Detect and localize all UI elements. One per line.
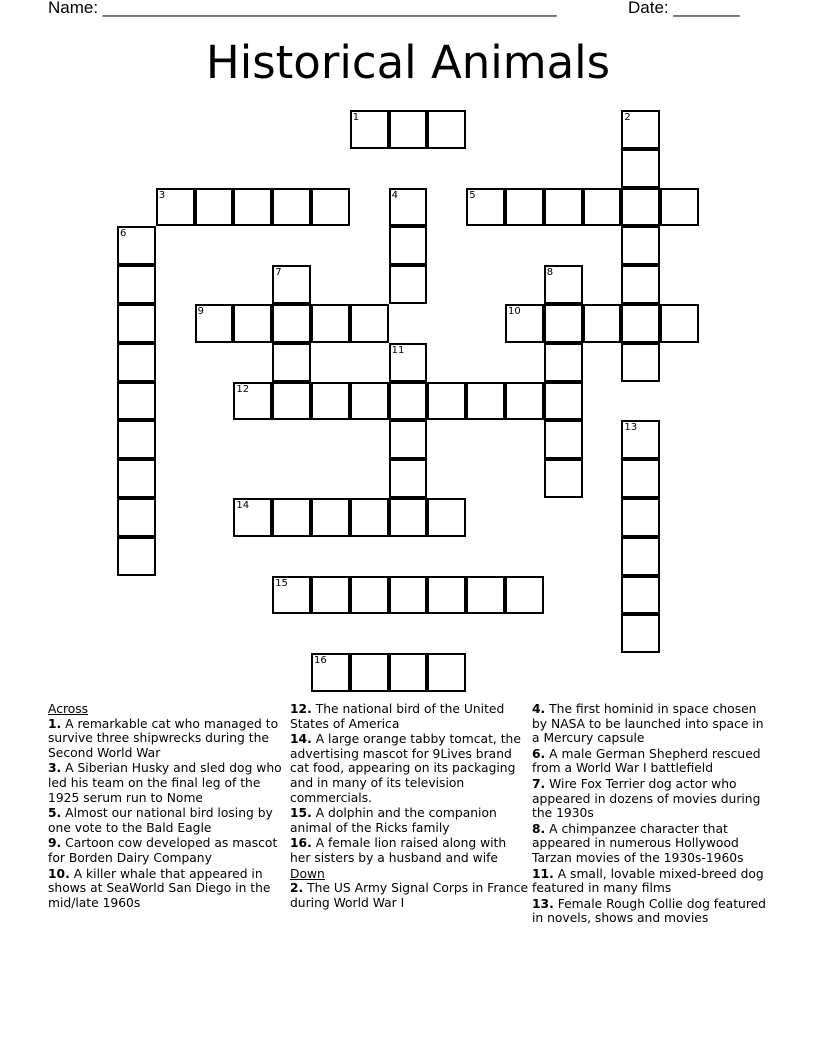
grid-cell[interactable] (117, 420, 156, 459)
grid-cell[interactable] (389, 498, 428, 537)
clues-column-1 (48, 702, 288, 911)
cell-number: 14 (236, 500, 250, 511)
cell-number: 8 (546, 267, 554, 279)
clue-number: 8. (532, 821, 546, 836)
cell-number: 2 (624, 112, 631, 123)
cell-number: 13 (624, 422, 638, 434)
clue (48, 867, 288, 911)
clue-number: 1. (48, 716, 62, 731)
clue (532, 702, 772, 746)
clue-number: 4. (532, 702, 546, 716)
grid-cell[interactable] (233, 188, 272, 227)
grid-cell[interactable] (350, 382, 389, 421)
cell-number: 1 (352, 112, 360, 123)
grid-cell[interactable] (350, 576, 389, 615)
grid-cell[interactable] (427, 576, 466, 615)
clues-column-3 (532, 702, 772, 927)
clue (532, 867, 772, 896)
clue (48, 836, 288, 865)
grid-cell[interactable] (272, 382, 311, 421)
grid-cell[interactable] (621, 265, 660, 304)
cell-number: 9 (197, 306, 204, 317)
grid-cell[interactable] (621, 110, 660, 149)
grid-cell[interactable] (389, 265, 428, 304)
clue (532, 747, 772, 776)
grid-cell[interactable] (311, 498, 350, 537)
cell-number: 7 (275, 267, 282, 279)
grid-cell[interactable] (621, 614, 660, 653)
clue-text: A remarkable cat who managed to survive three shipwrecks during the Second World War (48, 716, 279, 760)
clue-text: Female Rough Collie dog featured in novels, shows and movies (532, 896, 766, 926)
grid-cell[interactable] (621, 420, 660, 459)
grid-cell[interactable] (117, 226, 156, 265)
grid-cell[interactable] (621, 343, 660, 382)
grid-cell[interactable] (350, 653, 389, 692)
grid-cell[interactable] (621, 576, 660, 615)
cell-number: 10 (508, 306, 521, 317)
grid-cell[interactable] (389, 653, 428, 692)
clue-number: 9. (48, 836, 62, 851)
clue-number: 6. (532, 746, 546, 761)
cell-number: 16 (314, 655, 327, 667)
grid-cell[interactable] (233, 304, 272, 343)
grid-cell[interactable] (544, 420, 583, 459)
clue-text: A killer whale that appeared in shows at SeaWorld San Diego in the mid/late 1960s (48, 866, 271, 910)
clue-text: Wire Fox Terrier dog actor who appeared in dozens of movies during the 1930s (532, 776, 761, 821)
grid-cell[interactable] (427, 110, 466, 149)
clue-number: 7. (532, 776, 546, 791)
cell-number: 6 (120, 228, 127, 240)
clue-text: The US Army Signal Corps in France during World War I (290, 881, 529, 910)
grid-cell[interactable] (583, 304, 622, 343)
clue-number: 13. (532, 896, 554, 911)
clue (290, 836, 530, 865)
grid-cell[interactable] (621, 226, 660, 265)
grid-cell[interactable] (389, 343, 428, 382)
grid-cell[interactable] (544, 459, 583, 498)
grid-cell[interactable] (117, 304, 156, 343)
grid-cell[interactable] (195, 188, 234, 227)
grid-cell[interactable] (466, 576, 505, 615)
cell-number: 3 (158, 189, 166, 201)
grid-cell[interactable] (350, 110, 389, 149)
date-field[interactable]: Date: _______ (628, 0, 740, 17)
grid-cell[interactable] (583, 188, 622, 227)
clue-text: The first hominid in space chosen by NASA to be launched into space in a Mercury capsule (532, 702, 764, 746)
grid-cell[interactable] (660, 188, 699, 227)
clue (48, 717, 288, 761)
grid-cell[interactable] (272, 576, 311, 615)
grid-cell[interactable] (427, 382, 466, 421)
clue-text: Cartoon cow developed as mascot for Borden Dairy Company (48, 836, 278, 865)
grid-cell[interactable] (233, 498, 272, 537)
cell-number: 5 (469, 189, 476, 201)
clue-number: 11. (532, 866, 554, 881)
clue-text: The national bird of the United States of America (290, 702, 505, 731)
grid-cell[interactable] (389, 226, 428, 265)
page-title: Historical Animals (205, 36, 611, 89)
grid-cell[interactable] (621, 537, 660, 576)
cell-number: 15 (275, 577, 288, 589)
grid-cell[interactable] (505, 304, 544, 343)
grid-cell[interactable] (389, 382, 428, 421)
clue-text: A female lion raised along with her sisters by a husband and wife (290, 836, 507, 865)
grid-cell[interactable] (156, 188, 195, 227)
grid-cell[interactable] (544, 304, 583, 343)
clue (48, 806, 288, 835)
grid-cell[interactable] (389, 459, 428, 498)
clue (290, 881, 530, 910)
down-heading: Down (290, 866, 325, 881)
clue (48, 761, 288, 805)
grid-cell[interactable] (621, 149, 660, 188)
grid-cell[interactable] (311, 576, 350, 615)
grid-cell[interactable] (621, 304, 660, 343)
grid-cell[interactable] (350, 498, 389, 537)
grid-cell[interactable] (505, 382, 544, 421)
grid-cell[interactable] (117, 265, 156, 304)
grid-cell[interactable] (544, 343, 583, 382)
clue-number: 12. (290, 702, 312, 716)
cell-number: 11 (391, 344, 405, 356)
clue-text: A Siberian Husky and sled dog who led his team on the final leg of the 1925 serum run to Nome (48, 761, 282, 805)
grid-cell[interactable] (311, 304, 350, 343)
grid-cell[interactable] (117, 382, 156, 421)
clue-text: A large orange tabby tomcat, the advertising mascot for 9Lives brand cat food, appearing on its packaging and in many of its television commercials. (290, 732, 521, 805)
grid-cell[interactable] (621, 498, 660, 537)
cell-number: 12 (236, 383, 250, 395)
grid-cell[interactable] (311, 653, 350, 692)
grid-cell[interactable] (272, 304, 311, 343)
name-field[interactable]: Name: ________________________________________________ (48, 0, 557, 17)
grid-cell[interactable] (389, 188, 428, 227)
clue (532, 777, 772, 821)
clue-text: A chimpanzee character that appeared in numerous Hollywood Tarzan movies of the 1930s-1960s (532, 821, 744, 865)
clue-text: A dolphin and the companion animal of the Ricks family (290, 806, 497, 835)
grid-cell[interactable] (389, 110, 428, 149)
grid-cell[interactable] (389, 576, 428, 615)
grid-cell[interactable] (544, 188, 583, 227)
grid-cell[interactable] (117, 537, 156, 576)
cell-number: 4 (391, 189, 398, 201)
grid-cell[interactable] (505, 576, 544, 615)
grid-cell[interactable] (311, 382, 350, 421)
grid-cell[interactable] (272, 265, 311, 304)
grid-cell[interactable] (272, 188, 311, 227)
grid-cell[interactable] (621, 459, 660, 498)
grid-cell[interactable] (195, 304, 234, 343)
grid-cell[interactable] (117, 459, 156, 498)
clue-number: 5. (48, 806, 62, 821)
grid-cell[interactable] (505, 188, 544, 227)
clue (532, 822, 772, 866)
clue (532, 897, 772, 926)
clue-text: A male German Shepherd rescued from a World War I battlefield (532, 746, 761, 776)
grid-cell[interactable] (233, 382, 272, 421)
clue-number: 3. (48, 761, 62, 776)
grid-cell[interactable] (466, 188, 505, 227)
grid-cell[interactable] (427, 498, 466, 537)
clue (290, 732, 530, 805)
grid-cell[interactable] (660, 304, 699, 343)
grid-cell[interactable] (427, 653, 466, 692)
grid-cell[interactable] (272, 498, 311, 537)
clue-number: 16. (290, 836, 312, 851)
clue-number: 10. (48, 866, 70, 881)
clues-column-2 (290, 702, 530, 911)
across-heading: Across (48, 702, 89, 716)
grid-cell[interactable] (117, 498, 156, 537)
clue (290, 702, 530, 731)
grid-cell[interactable] (311, 188, 350, 227)
grid-cell[interactable] (621, 188, 660, 227)
clue-number: 15. (290, 806, 312, 821)
grid-cell[interactable] (544, 382, 583, 421)
grid-cell[interactable] (272, 343, 311, 382)
clue-text: Almost our national bird losing by one vote to the Bald Eagle (48, 806, 273, 835)
clue-number: 2. (290, 881, 304, 896)
grid-cell[interactable] (466, 382, 505, 421)
grid-cell[interactable] (544, 265, 583, 304)
grid-cell[interactable] (350, 304, 389, 343)
clue-number: 14. (290, 732, 312, 747)
clue (290, 806, 530, 835)
grid-cell[interactable] (389, 420, 428, 459)
clue-text: A small, lovable mixed-breed dog featured in many films (532, 866, 764, 896)
grid-cell[interactable] (117, 343, 156, 382)
